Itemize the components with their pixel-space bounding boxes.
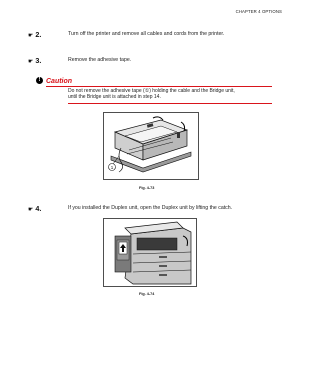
pointing-hand-icon: ☛	[28, 33, 34, 39]
pointing-hand-icon: ☛	[28, 59, 34, 65]
step-4-number: ☛ 4.	[28, 204, 42, 213]
caution-title: Caution	[46, 78, 73, 85]
step-2-number: ☛ 2.	[28, 30, 42, 39]
caution-text-line-1: Do not remove the adhesive tape (①) holding the cable and the Bridge unit,	[68, 88, 235, 94]
caution-text-line-2: until the Bridge unit is attached in step 14.	[68, 94, 161, 101]
figure-4-73-caption: Fig. 4-73	[139, 186, 155, 190]
step-2-text: Turn off the printer and remove all cables and cords from the printer.	[68, 31, 225, 37]
step-4-text: If you installed the Duplex unit, open the Duplex unit by lifting the catch.	[68, 205, 233, 211]
figure-4-74-duplex-unit-illustration	[103, 218, 197, 287]
figure-4-73-bridge-unit-illustration	[103, 112, 199, 180]
pointing-hand-icon: ☛	[28, 207, 34, 213]
callout-number: 1	[110, 165, 114, 170]
caution-top-rule	[46, 86, 272, 87]
figure-4-74-caption: Fig. 4-74	[139, 292, 155, 296]
chapter-header: CHAPTER 4 OPTIONS	[235, 9, 282, 14]
caution-icon: !	[36, 77, 43, 84]
caution-text	[68, 88, 235, 100]
caution-bottom-rule	[68, 103, 272, 104]
step-3-number: ☛ 3.	[28, 56, 42, 65]
step-3-text: Remove the adhesive tape.	[68, 57, 132, 63]
